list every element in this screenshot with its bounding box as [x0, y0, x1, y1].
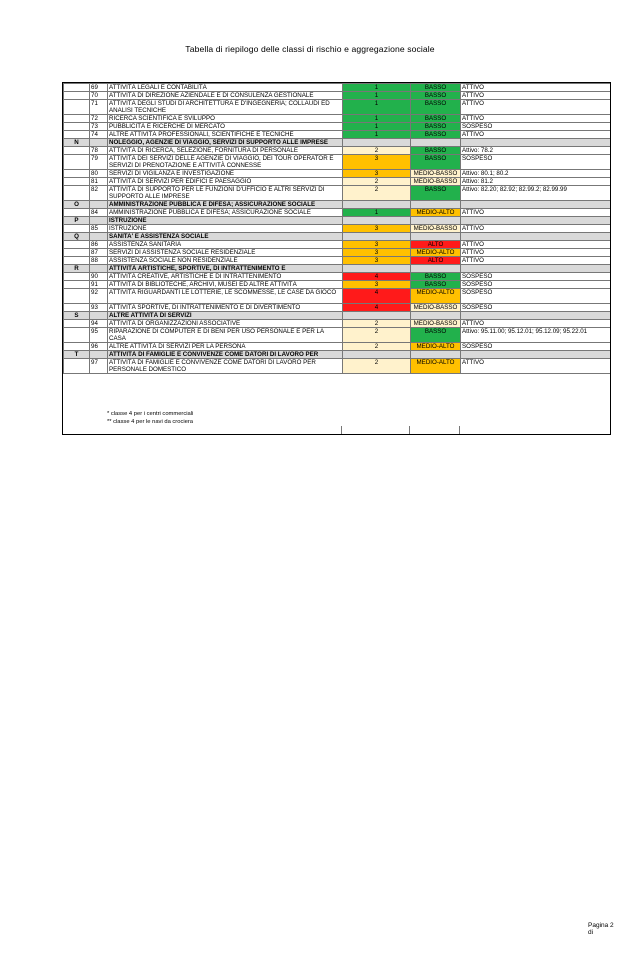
activity-description-cell: AMMINISTRAZIONE PUBBLICA E DIFESA; ASSICURAZIONE SOCIALE — [108, 209, 343, 217]
table-row — [64, 225, 612, 233]
section-letter-cell — [64, 249, 90, 257]
status-cell: ATTIVO — [461, 320, 612, 328]
table-row — [64, 100, 612, 115]
ateco-code-cell — [90, 265, 108, 273]
activity-description-cell: ISTRUZIONE — [108, 217, 343, 225]
section-letter-cell — [64, 209, 90, 217]
status-cell — [461, 139, 612, 147]
aggregation-level-cell: ALTO — [411, 257, 461, 265]
aggregation-level-cell: MEDIO-ALTO — [411, 359, 461, 374]
table-row — [64, 147, 612, 155]
risk-class-cell: 3 — [343, 281, 411, 289]
ateco-code-cell: 71 — [90, 100, 108, 115]
activity-description-cell: ATTIVITÀ DI ORGANIZZAZIONI ASSOCIATIVE — [108, 320, 343, 328]
table-row — [64, 115, 612, 123]
section-letter-cell — [64, 241, 90, 249]
aggregation-level-cell: MEDIO-BASSO — [411, 320, 461, 328]
aggregation-level-cell: BASSO — [411, 131, 461, 139]
page-number: Pagina 2 di — [588, 922, 614, 936]
status-cell: SOSPESO — [461, 273, 612, 281]
footnotes — [107, 410, 193, 426]
status-cell: ATTIVO — [461, 131, 612, 139]
aggregation-level-cell: BASSO — [411, 186, 461, 201]
risk-class-cell: 1 — [343, 92, 411, 100]
table-row — [64, 289, 612, 304]
ateco-code-cell: 84 — [90, 209, 108, 217]
activity-description-cell: ATTIVITÀ SPORTIVE, DI INTRATTENIMENTO E DI DIVERTIMENTO — [108, 304, 343, 312]
ateco-code-cell — [90, 201, 108, 209]
status-cell — [461, 217, 612, 225]
aggregation-level-cell: BASSO — [411, 155, 461, 170]
section-letter-cell — [64, 328, 90, 343]
ateco-code-cell — [90, 217, 108, 225]
aggregation-level-cell: BASSO — [411, 84, 461, 92]
risk-class-cell: 1 — [343, 209, 411, 217]
ateco-code-cell: 74 — [90, 131, 108, 139]
risk-class-cell: 4 — [343, 273, 411, 281]
section-letter-cell: N — [64, 139, 90, 147]
risk-class-cell: 2 — [343, 320, 411, 328]
section-letter-cell — [64, 273, 90, 281]
table-row — [64, 131, 612, 139]
risk-class-cell: 1 — [343, 131, 411, 139]
ateco-code-cell: 79 — [90, 155, 108, 170]
section-letter-cell — [64, 359, 90, 374]
activity-description-cell: ASSISTENZA SOCIALE NON RESIDENZIALE — [108, 257, 343, 265]
risk-class-cell: 1 — [343, 84, 411, 92]
ateco-code-cell: 80 — [90, 170, 108, 178]
status-cell: ATTIVO — [461, 209, 612, 217]
ateco-code-cell: 69 — [90, 84, 108, 92]
section-letter-cell — [64, 123, 90, 131]
status-cell — [461, 265, 612, 273]
risk-class-cell — [343, 312, 411, 320]
ateco-code-cell: 93 — [90, 304, 108, 312]
status-cell — [461, 351, 612, 359]
aggregation-level-cell: BASSO — [411, 281, 461, 289]
section-row — [64, 201, 612, 209]
section-row — [64, 233, 612, 241]
activity-description-cell: ATTIVITÀ CREATIVE, ARTISTICHE E DI INTRATTENIMENTO — [108, 273, 343, 281]
activity-description-cell: ASSISTENZA SANITARIA — [108, 241, 343, 249]
aggregation-level-cell: MEDIO-BASSO — [411, 304, 461, 312]
aggregation-level-cell: BASSO — [411, 100, 461, 115]
risk-table-frame — [62, 82, 611, 435]
table-row — [64, 209, 612, 217]
section-letter-cell — [64, 115, 90, 123]
section-letter-cell — [64, 92, 90, 100]
ateco-code-cell: 90 — [90, 273, 108, 281]
activity-description-cell: PUBBLICITÀ E RICERCHE DI MERCATO — [108, 123, 343, 131]
ateco-code-cell: 82 — [90, 186, 108, 201]
section-row — [64, 351, 612, 359]
risk-class-cell: 4 — [343, 304, 411, 312]
risk-class-cell: 2 — [343, 359, 411, 374]
activity-description-cell: SANITA' E ASSISTENZA SOCIALE — [108, 233, 343, 241]
aggregation-level-cell: BASSO — [411, 123, 461, 131]
table-row — [64, 273, 612, 281]
section-letter-cell: R — [64, 265, 90, 273]
ateco-code-cell: 72 — [90, 115, 108, 123]
risk-class-cell — [343, 201, 411, 209]
status-cell: ATTIVO — [461, 92, 612, 100]
ateco-code-cell: 88 — [90, 257, 108, 265]
status-cell: SOSPESO — [461, 343, 612, 351]
risk-class-cell: 1 — [343, 115, 411, 123]
activity-description-cell: ALTRE ATTIVITÀ DI SERVIZI — [108, 312, 343, 320]
aggregation-level-cell — [411, 217, 461, 225]
activity-description-cell: ATTIVITÀ DEGLI STUDI DI ARCHITETTURA E D'INGEGNERIA; COLLAUDI ED ANALISI TECNICHE — [108, 100, 343, 115]
activity-description-cell: NOLEGGIO, AGENZIE DI VIAGGIO, SERVIZI DI SUPPORTO ALLE IMPRESE — [108, 139, 343, 147]
section-row — [64, 217, 612, 225]
section-letter-cell: Q — [64, 233, 90, 241]
activity-description-cell: RIPARAZIONE DI COMPUTER E DI BENI PER USO PERSONALE E PER LA CASA — [108, 328, 343, 343]
ateco-code-cell: 86 — [90, 241, 108, 249]
risk-class-cell: 2 — [343, 147, 411, 155]
ateco-code-cell: 78 — [90, 147, 108, 155]
table-row — [64, 84, 612, 92]
table-row — [64, 343, 612, 351]
section-letter-cell — [64, 178, 90, 186]
status-cell: ATTIVO — [461, 257, 612, 265]
ateco-code-cell: 87 — [90, 249, 108, 257]
aggregation-level-cell: MEDIO-BASSO — [411, 225, 461, 233]
section-letter-cell — [64, 155, 90, 170]
risk-classification-table — [63, 83, 611, 374]
aggregation-level-cell: BASSO — [411, 273, 461, 281]
section-letter-cell: P — [64, 217, 90, 225]
section-letter-cell — [64, 84, 90, 92]
aggregation-level-cell — [411, 265, 461, 273]
table-row — [64, 359, 612, 374]
risk-class-cell: 3 — [343, 155, 411, 170]
section-letter-cell — [64, 257, 90, 265]
aggregation-level-cell: BASSO — [411, 92, 461, 100]
activity-description-cell: ATTIVITÀ DI RICERCA, SELEZIONE, FORNITURA DI PERSONALE — [108, 147, 343, 155]
grid-tick — [409, 426, 410, 435]
section-row — [64, 312, 612, 320]
risk-class-cell: 1 — [343, 123, 411, 131]
section-row — [64, 139, 612, 147]
risk-class-cell: 3 — [343, 241, 411, 249]
section-letter-cell — [64, 131, 90, 139]
page-title: Tabella di riepilogo delle classi di rischio e aggregazione sociale — [185, 44, 435, 54]
status-cell: Attivo: 95.11.00; 95.12.01; 95.12.09; 95.22.01 — [461, 328, 612, 343]
aggregation-level-cell — [411, 351, 461, 359]
aggregation-level-cell — [411, 233, 461, 241]
aggregation-level-cell: BASSO — [411, 147, 461, 155]
section-letter-cell — [64, 225, 90, 233]
activity-description-cell: ATTIVITÀ DI SUPPORTO PER LE FUNZIONI D'UFFICIO E ALTRI SERVIZI DI SUPPORTO ALLE IMPRESE — [108, 186, 343, 201]
risk-class-cell: 4 — [343, 289, 411, 304]
status-cell: Attivo: 82.20; 82.92; 82.99.2; 82.99.99 — [461, 186, 612, 201]
table-row — [64, 155, 612, 170]
status-cell: ATTIVO — [461, 359, 612, 374]
status-cell — [461, 201, 612, 209]
ateco-code-cell: 73 — [90, 123, 108, 131]
status-cell: Attivo: 80.1; 80.2 — [461, 170, 612, 178]
activity-description-cell: ATTIVITÀ DI DIREZIONE AZIENDALE E DI CONSULENZA GESTIONALE — [108, 92, 343, 100]
status-cell: ATTIVO — [461, 225, 612, 233]
section-letter-cell — [64, 304, 90, 312]
table-row — [64, 186, 612, 201]
ateco-code-cell — [90, 312, 108, 320]
aggregation-level-cell — [411, 139, 461, 147]
risk-class-cell — [343, 139, 411, 147]
ateco-code-cell: 70 — [90, 92, 108, 100]
activity-description-cell: ALTRE ATTIVITÀ PROFESSIONALI, SCIENTIFICHE E TECNICHE — [108, 131, 343, 139]
aggregation-level-cell — [411, 201, 461, 209]
risk-class-cell: 3 — [343, 225, 411, 233]
aggregation-level-cell: MEDIO-ALTO — [411, 289, 461, 304]
activity-description-cell: SERVIZI DI ASSISTENZA SOCIALE RESIDENZIALE — [108, 249, 343, 257]
status-cell: SOSPESO — [461, 304, 612, 312]
risk-class-cell — [343, 265, 411, 273]
risk-class-cell: 2 — [343, 186, 411, 201]
table-row — [64, 170, 612, 178]
table-row — [64, 257, 612, 265]
section-letter-cell — [64, 186, 90, 201]
status-cell: SOSPESO — [461, 155, 612, 170]
risk-class-cell — [343, 217, 411, 225]
activity-description-cell: ALTRE ATTIVITÀ DI SERVIZI PER LA PERSONA — [108, 343, 343, 351]
table-row — [64, 328, 612, 343]
section-letter-cell — [64, 320, 90, 328]
status-cell: ATTIVO — [461, 84, 612, 92]
ateco-code-cell — [90, 351, 108, 359]
section-letter-cell: T — [64, 351, 90, 359]
risk-class-cell: 2 — [343, 328, 411, 343]
activity-description-cell: ATTIVITÀ RIGUARDANTI LE LOTTERIE, LE SCOMMESSE, LE CASE DA GIOCO — [108, 289, 343, 304]
aggregation-level-cell: MEDIO-ALTO — [411, 343, 461, 351]
table-row — [64, 249, 612, 257]
grid-tick — [459, 426, 460, 435]
activity-description-cell: RICERCA SCIENTIFICA E SVILUPPO — [108, 115, 343, 123]
aggregation-level-cell: MEDIO-BASSO — [411, 178, 461, 186]
status-cell: SOSPESO — [461, 289, 612, 304]
status-cell — [461, 233, 612, 241]
section-row — [64, 265, 612, 273]
aggregation-level-cell: ALTO — [411, 241, 461, 249]
risk-class-cell: 1 — [343, 100, 411, 115]
status-cell: ATTIVO — [461, 249, 612, 257]
risk-class-cell — [343, 233, 411, 241]
risk-class-cell: 2 — [343, 343, 411, 351]
ateco-code-cell: 96 — [90, 343, 108, 351]
ateco-code-cell: 92 — [90, 289, 108, 304]
risk-class-cell: 3 — [343, 170, 411, 178]
section-letter-cell — [64, 147, 90, 155]
aggregation-level-cell: BASSO — [411, 115, 461, 123]
section-letter-cell — [64, 289, 90, 304]
bottom-grid-ticks — [63, 426, 610, 435]
activity-description-cell: ATTIVITÀ LEGALI E CONTABILITÀ — [108, 84, 343, 92]
status-cell: Attivo: 81.2 — [461, 178, 612, 186]
status-cell: ATTIVO — [461, 115, 612, 123]
status-cell: ATTIVO — [461, 241, 612, 249]
activity-description-cell: AMMINISTRAZIONE PUBBLICA E DIFESA; ASSICURAZIONE SOCIALE — [108, 201, 343, 209]
table-row — [64, 304, 612, 312]
activity-description-cell: ATTIVITÀ ARTISTICHE, SPORTIVE, DI INTRATTENIMENTO E — [108, 265, 343, 273]
ateco-code-cell — [90, 139, 108, 147]
section-letter-cell — [64, 100, 90, 115]
ateco-code-cell — [90, 233, 108, 241]
ateco-code-cell: 81 — [90, 178, 108, 186]
risk-class-cell: 3 — [343, 257, 411, 265]
activity-description-cell: ATTIVITÀ DI FAMIGLIE E CONVIVENZE COME DATORI DI LAVORO PER PERSONALE DOMESTICO — [108, 359, 343, 374]
risk-class-cell: 3 — [343, 249, 411, 257]
ateco-code-cell: 97 — [90, 359, 108, 374]
aggregation-level-cell: MEDIO-ALTO — [411, 209, 461, 217]
ateco-code-cell: 85 — [90, 225, 108, 233]
grid-tick — [341, 426, 342, 435]
activity-description-cell: ISTRUZIONE — [108, 225, 343, 233]
activity-description-cell: ATTIVITÀ DI BIBLIOTECHE, ARCHIVI, MUSEI ED ALTRE ATTIVITÀ — [108, 281, 343, 289]
status-cell: Attivo: 78.2 — [461, 147, 612, 155]
status-cell: SOSPESO — [461, 123, 612, 131]
table-row — [64, 241, 612, 249]
activity-description-cell: ATTIVITÀ DI FAMIGLIE E CONVIVENZE COME DATORI DI LAVORO PER — [108, 351, 343, 359]
section-letter-cell: S — [64, 312, 90, 320]
aggregation-level-cell: MEDIO-BASSO — [411, 170, 461, 178]
ateco-code-cell: 91 — [90, 281, 108, 289]
activity-description-cell: ATTIVITÀ DEI SERVIZI DELLE AGENZIE DI VIAGGIO, DEI TOUR OPERATOR E SERVIZI DI PRENOTAZIONE E ATTIVITÀ CONNESSE — [108, 155, 343, 170]
aggregation-level-cell: MEDIO-ALTO — [411, 249, 461, 257]
table-row — [64, 281, 612, 289]
table-row — [64, 123, 612, 131]
ateco-code-cell: 95 — [90, 328, 108, 343]
risk-class-cell: 2 — [343, 178, 411, 186]
section-letter-cell: O — [64, 201, 90, 209]
status-cell: ATTIVO — [461, 100, 612, 115]
activity-description-cell: ATTIVITÀ DI SERVIZI PER EDIFICI E PAESAGGIO — [108, 178, 343, 186]
footnote-1: * classe 4 per i centri commerciali — [107, 411, 194, 417]
ateco-code-cell: 94 — [90, 320, 108, 328]
table-row — [64, 92, 612, 100]
table-row — [64, 320, 612, 328]
status-cell: SOSPESO — [461, 281, 612, 289]
section-letter-cell — [64, 281, 90, 289]
status-cell — [461, 312, 612, 320]
aggregation-level-cell — [411, 312, 461, 320]
section-letter-cell — [64, 170, 90, 178]
section-letter-cell — [64, 343, 90, 351]
table-row — [64, 178, 612, 186]
footnote-2: ** classe 4 per le navi da crociera — [107, 419, 194, 425]
aggregation-level-cell: BASSO — [411, 328, 461, 343]
activity-description-cell: SERVIZI DI VIGILANZA E INVESTIGAZIONE — [108, 170, 343, 178]
risk-class-cell — [343, 351, 411, 359]
